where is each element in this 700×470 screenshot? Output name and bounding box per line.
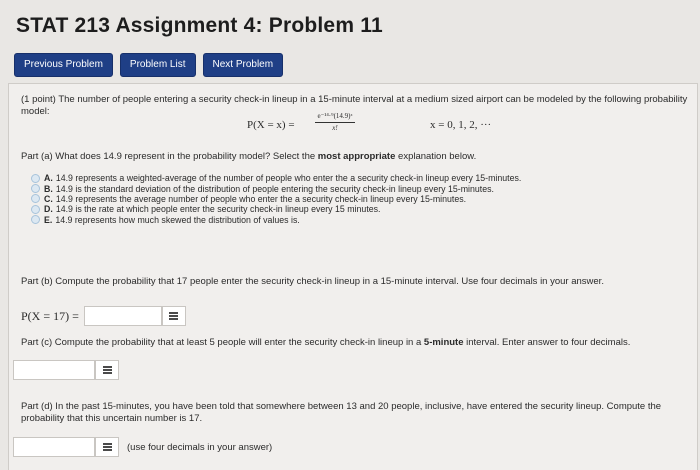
matrix-icon	[169, 312, 178, 320]
radio-button[interactable]	[31, 174, 40, 183]
problem-list-button[interactable]: Problem List	[120, 53, 196, 77]
problem-panel	[8, 83, 698, 470]
part-b-answer-input[interactable]	[84, 306, 162, 326]
problem-intro: (1 point) The number of people entering a security check-in lineup in a 15-minute interval at a medium sized airport can be modeled by the following probability model:	[21, 94, 688, 117]
part-c-answer-row	[13, 360, 119, 380]
radio-button[interactable]	[31, 194, 40, 203]
formula-denominator: x!	[332, 124, 338, 132]
option-text: 14.9 represents how much skewed the distribution of values is.	[55, 214, 300, 225]
part-a-suffix: explanation below.	[398, 151, 477, 162]
radio-button[interactable]	[31, 205, 40, 214]
radio-button[interactable]	[31, 215, 40, 224]
part-d-question: Part (d) In the past 15-minutes, you have been told that somewhere between 13 and 20 people, inclusive, have entered the security lineup. Compute the probability that this uncertain number is 17.	[21, 401, 662, 424]
previous-problem-button[interactable]: Previous Problem	[14, 53, 113, 77]
part-c-prefix: Part (c) Compute the probability that at least 5 people will enter the security check-in lineup in a	[21, 337, 422, 348]
matrix-icon	[103, 366, 112, 374]
part-c-matrix-button[interactable]	[95, 360, 119, 380]
option-text: 14.9 represents the average number of people who enter the a security check-in lineup every 15-minutes.	[55, 193, 467, 204]
next-problem-button[interactable]: Next Problem	[203, 53, 284, 77]
option-text: 14.9 is the rate at which people enter the security check-in lineup every 15 minutes.	[55, 204, 381, 215]
option-text: 14.9 is the standard deviation of the distribution of people entering the security check-in lineup every 15-minutes.	[55, 183, 494, 194]
part-c-answer-input[interactable]	[13, 360, 95, 380]
formula-lhs: P(X = x) =	[247, 119, 295, 131]
radio-button[interactable]	[31, 184, 40, 193]
fraction-bar	[315, 122, 355, 123]
page-title: STAT 213 Assignment 4: Problem 11	[16, 14, 383, 37]
option-text: 14.9 represents a weighted-average of the number of people who enter the a security check-in lineup every 15-minutes.	[55, 173, 522, 184]
problem-navigation	[14, 53, 283, 77]
part-a-options	[31, 173, 521, 225]
option-d[interactable]	[31, 204, 521, 214]
part-c-emphasis: 5-minute	[423, 337, 464, 348]
option-letter: E.	[44, 214, 53, 225]
part-b-question: Part (b) Compute the probability that 17 people enter the security check-in lineup in a 15-minute interval. Use four decimals in your answer.	[21, 276, 604, 287]
option-e[interactable]	[31, 215, 521, 225]
part-c-suffix: interval. Enter answer to four decimals.	[466, 337, 631, 348]
part-d-note: (use four decimals in your answer)	[127, 441, 273, 453]
part-d-matrix-button[interactable]	[95, 437, 119, 457]
option-c[interactable]	[31, 194, 521, 204]
option-a[interactable]	[31, 173, 521, 183]
part-d-answer-row	[13, 437, 272, 457]
part-a-question	[21, 151, 476, 162]
matrix-icon	[103, 443, 112, 451]
part-b-equation: P(X = 17) =	[21, 308, 79, 323]
option-letter: C.	[44, 193, 53, 204]
part-c-question	[21, 337, 630, 348]
formula-numerator: e⁻¹⁴·⁹(14.9)ˣ	[317, 112, 353, 120]
part-a-emphasis: most appropriate	[317, 151, 396, 162]
probability-formula	[247, 112, 492, 138]
part-b-answer-row	[21, 306, 186, 326]
formula-fraction	[313, 112, 357, 132]
part-d-answer-input[interactable]	[13, 437, 95, 457]
part-a-prefix: Part (a) What does 14.9 represent in the probability model? Select the	[21, 151, 316, 162]
part-b-matrix-button[interactable]	[162, 306, 186, 326]
option-letter: B.	[44, 183, 53, 194]
option-b[interactable]	[31, 183, 521, 193]
option-letter: A.	[44, 173, 53, 184]
option-letter: D.	[44, 204, 53, 215]
formula-domain: x = 0, 1, 2, ···	[430, 119, 492, 131]
